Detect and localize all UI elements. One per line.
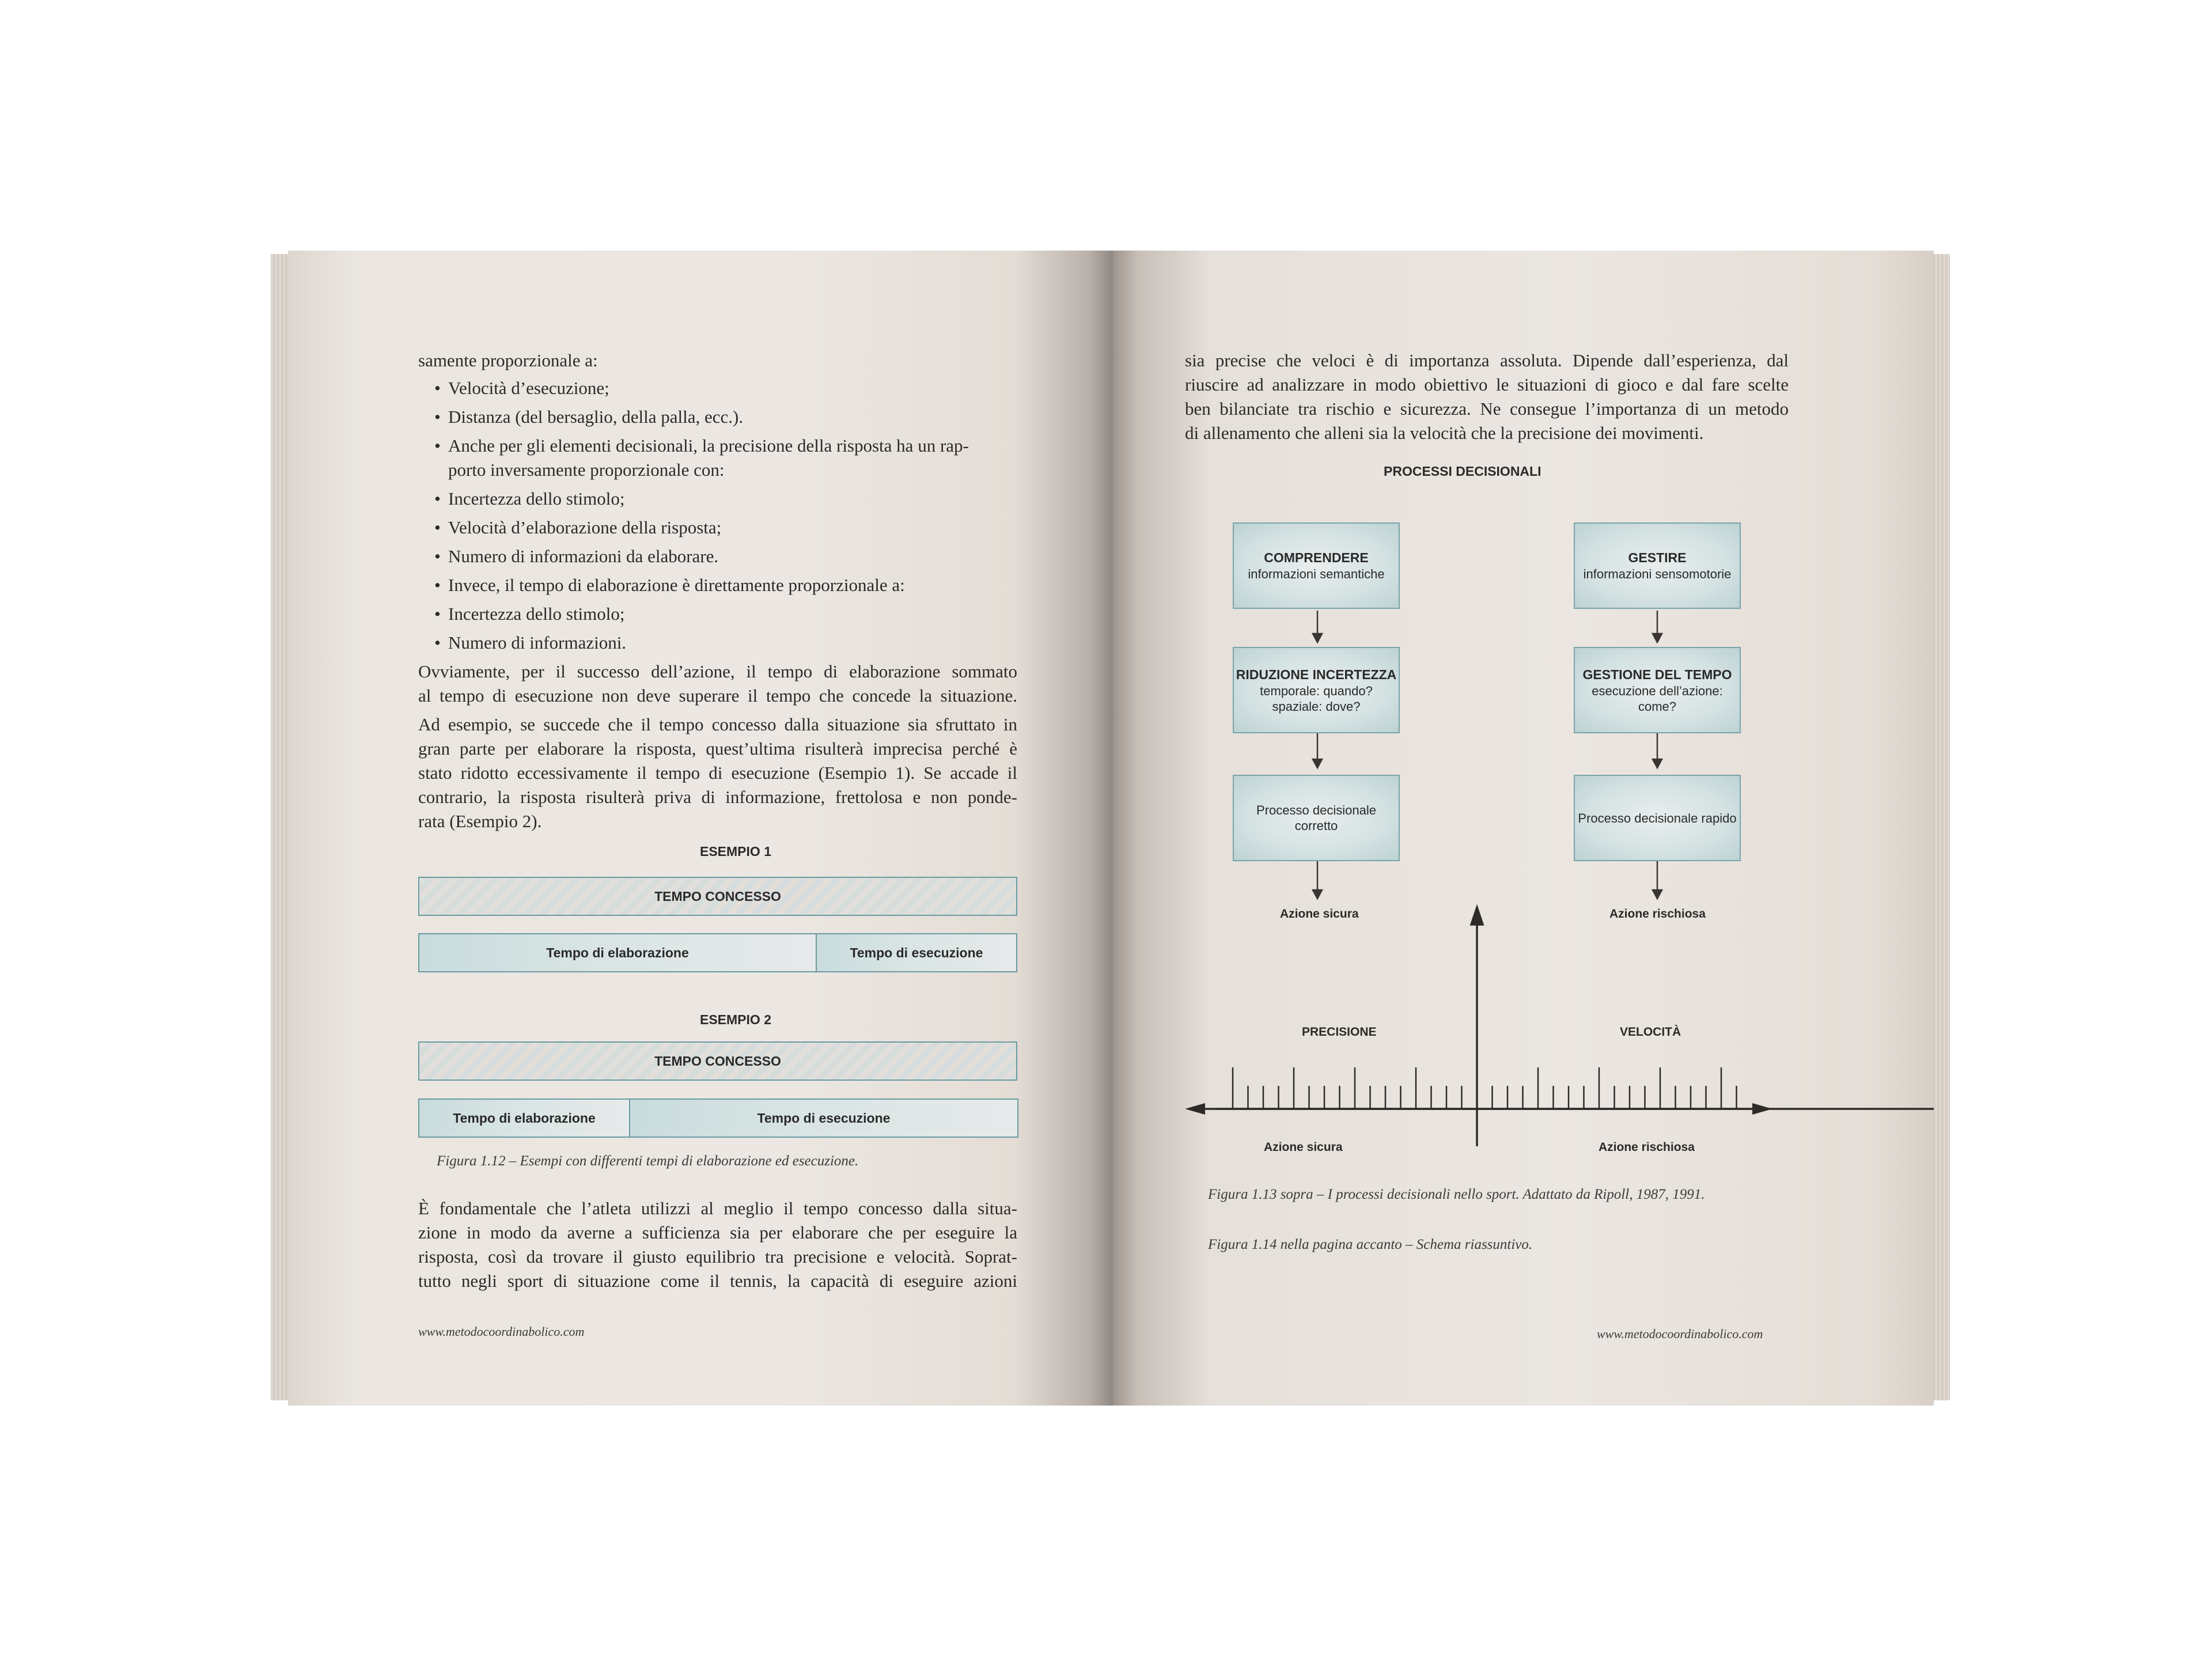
left-body-top bbox=[418, 349, 1017, 834]
list-item-continuation bbox=[434, 458, 1017, 482]
bar-label: Tempo di elaborazione bbox=[453, 1110, 596, 1126]
bar-label: TEMPO CONCESSO bbox=[654, 888, 781, 904]
figure-caption-1-14: Figura 1.14 nella pagina accanto – Schema riassuntivo. bbox=[1208, 1237, 1533, 1252]
bar-label: TEMPO CONCESSO bbox=[654, 1053, 781, 1069]
box-title: COMPRENDERE bbox=[1264, 550, 1369, 565]
box-label: Processo decisionale rapido bbox=[1578, 810, 1737, 825]
axis-label-azione-rischiosa: Azione rischiosa bbox=[1599, 1141, 1695, 1154]
box-label: Processo decisionale corretto bbox=[1256, 803, 1376, 833]
arrowhead-left-icon bbox=[1185, 1103, 1205, 1115]
box-subtitle: informazioni sensomotorie bbox=[1583, 567, 1732, 581]
example-1-total-bar bbox=[418, 877, 1017, 916]
paragraph-1 bbox=[418, 660, 1017, 708]
continuation-text: porto inversamente proporzionale con: bbox=[448, 460, 725, 480]
bar-label: Tempo di elaborazione bbox=[546, 945, 689, 960]
diagram-title: PROCESSI DECISIONALI bbox=[1384, 464, 1541, 479]
text-line: Ovviamente, per il successo dell’azione, il tempo di elaborazione sommato bbox=[418, 661, 1017, 681]
box-title: RIDUZIONE INCERTEZZA bbox=[1236, 666, 1397, 682]
text-line: È fondamentale che l’atleta utilizzi al meglio il tempo concesso dalla situa- bbox=[418, 1198, 1017, 1218]
outcome-azione-rischiosa: Azione rischiosa bbox=[1609, 907, 1706, 921]
left-footer-url: www.metodocoordinabolico.com bbox=[418, 1324, 585, 1339]
text-line: gran parte per elaborare la risposta, quest’ultima risulterà imprecisa perché è bbox=[418, 738, 1017, 759]
list-item: • Numero di informazioni. bbox=[434, 631, 1017, 655]
left-body-bottom bbox=[418, 1196, 1017, 1293]
example-2-total-bar bbox=[418, 1041, 1017, 1081]
paragraph-2 bbox=[418, 713, 1017, 834]
box-processo-corretto bbox=[1233, 775, 1400, 861]
paragraph-3 bbox=[418, 1196, 1017, 1293]
text-line: tutto negli sport di situazione come il tennis, la capacità di eseguire azioni bbox=[418, 1271, 1017, 1291]
list-item: • Velocità d’esecuzione; bbox=[434, 376, 1017, 400]
list-item: • Velocità d’elaborazione della risposta; bbox=[434, 516, 1017, 540]
figure-caption-1-13: Figura 1.13 sopra – I processi decisionali nello sport. Adattato da Ripoll, 1987, 1991. bbox=[1208, 1187, 1705, 1202]
example-2-title: ESEMPIO 2 bbox=[700, 1012, 771, 1027]
text-line: ben bilanciate tra rischio e sicurezza. Ne consegue l’importanza di un metodo bbox=[1185, 399, 1789, 419]
bullet-list bbox=[418, 376, 1017, 655]
box-title: GESTIONE DEL TEMPO bbox=[1582, 666, 1732, 682]
bar-label: Tempo di esecuzione bbox=[757, 1110, 891, 1126]
list-item: • Distanza (del bersaglio, della palla, ecc.). bbox=[434, 405, 1017, 429]
box-riduzione-incertezza bbox=[1233, 647, 1400, 733]
text-line: Ad esempio, se succede che il tempo concesso dalla situazione sia sfruttato in bbox=[418, 714, 1017, 734]
figure-caption-1-12: Figura 1.12 – Esempi con differenti tempi di elaborazione ed esecuzione. bbox=[437, 1153, 859, 1169]
list-item: • Incertezza dello stimolo; bbox=[434, 487, 1017, 511]
text-line: di allenamento che alleni sia la velocità che la precisione dei movimenti. bbox=[1185, 423, 1704, 443]
text-line: riuscire ad analizzare in modo obiettivo le situazioni di gioco e dal fare scelte bbox=[1185, 374, 1789, 395]
left-page bbox=[288, 251, 1113, 1406]
outcome-azione-sicura: Azione sicura bbox=[1280, 907, 1359, 921]
bar-label: Tempo di esecuzione bbox=[850, 945, 983, 960]
example-2-exec-bar bbox=[629, 1099, 1018, 1138]
box-comprendere bbox=[1233, 522, 1400, 609]
intro-line: samente proporzionale a: bbox=[418, 350, 598, 370]
example-1-title: ESEMPIO 1 bbox=[700, 844, 771, 859]
list-item: • Anche per gli elementi decisionali, la precisione della risposta ha un rap- bbox=[434, 434, 1017, 458]
text-line: zione in modo da averne a sufficienza sia per elaborare che per eseguire la bbox=[418, 1222, 1017, 1243]
axis-label-velocita: VELOCITÀ bbox=[1620, 1025, 1681, 1039]
box-subtitle: informazioni semantiche bbox=[1248, 567, 1385, 581]
example-2-elab-bar bbox=[418, 1099, 630, 1138]
box-processo-rapido bbox=[1574, 775, 1741, 861]
list-item: • Invece, il tempo di elaborazione è direttamente proporzionale a: bbox=[434, 573, 1017, 597]
axis-label-azione-sicura: Azione sicura bbox=[1264, 1141, 1343, 1154]
text-line: al tempo di esecuzione non deve superare il tempo che concede la situazione. bbox=[418, 685, 1017, 706]
example-1-elab-bar bbox=[418, 933, 817, 972]
box-subtitle: temporale: quando? bbox=[1260, 683, 1373, 698]
example-1-exec-bar bbox=[816, 933, 1017, 972]
text-line: stato ridotto eccessivamente il tempo di esecuzione (Esempio 1). Se accade il bbox=[418, 763, 1017, 783]
box-title: GESTIRE bbox=[1628, 550, 1687, 565]
box-gestire bbox=[1574, 522, 1741, 609]
arrowhead-right-icon bbox=[1752, 1103, 1772, 1115]
right-footer-url: www.metodocoordinabolico.com bbox=[1597, 1327, 1763, 1341]
list-item: • Numero di informazioni da elaborare. bbox=[434, 544, 1017, 569]
axis-label-precisione: PRECISIONE bbox=[1302, 1025, 1377, 1039]
text-line: rata (Esempio 2). bbox=[418, 811, 542, 831]
list-item: • Incertezza dello stimolo; bbox=[434, 602, 1017, 626]
box-subtitle: spaziale: dove? bbox=[1272, 699, 1361, 714]
open-book bbox=[271, 251, 1950, 1406]
text-line: risposta, così da trovare il giusto equilibrio tra precisione e velocità. Soprat- bbox=[418, 1247, 1017, 1267]
box-subtitle: esecuzione dell’azione: come? bbox=[1592, 683, 1723, 714]
right-page bbox=[1113, 251, 1934, 1406]
box-gestione-tempo bbox=[1574, 647, 1741, 733]
text-line: sia precise che veloci è di importanza assoluta. Dipende dall’esperienza, dal bbox=[1185, 350, 1789, 370]
text-line: contrario, la risposta risulterà priva di informazione, frettolosa e non ponde- bbox=[418, 787, 1017, 807]
